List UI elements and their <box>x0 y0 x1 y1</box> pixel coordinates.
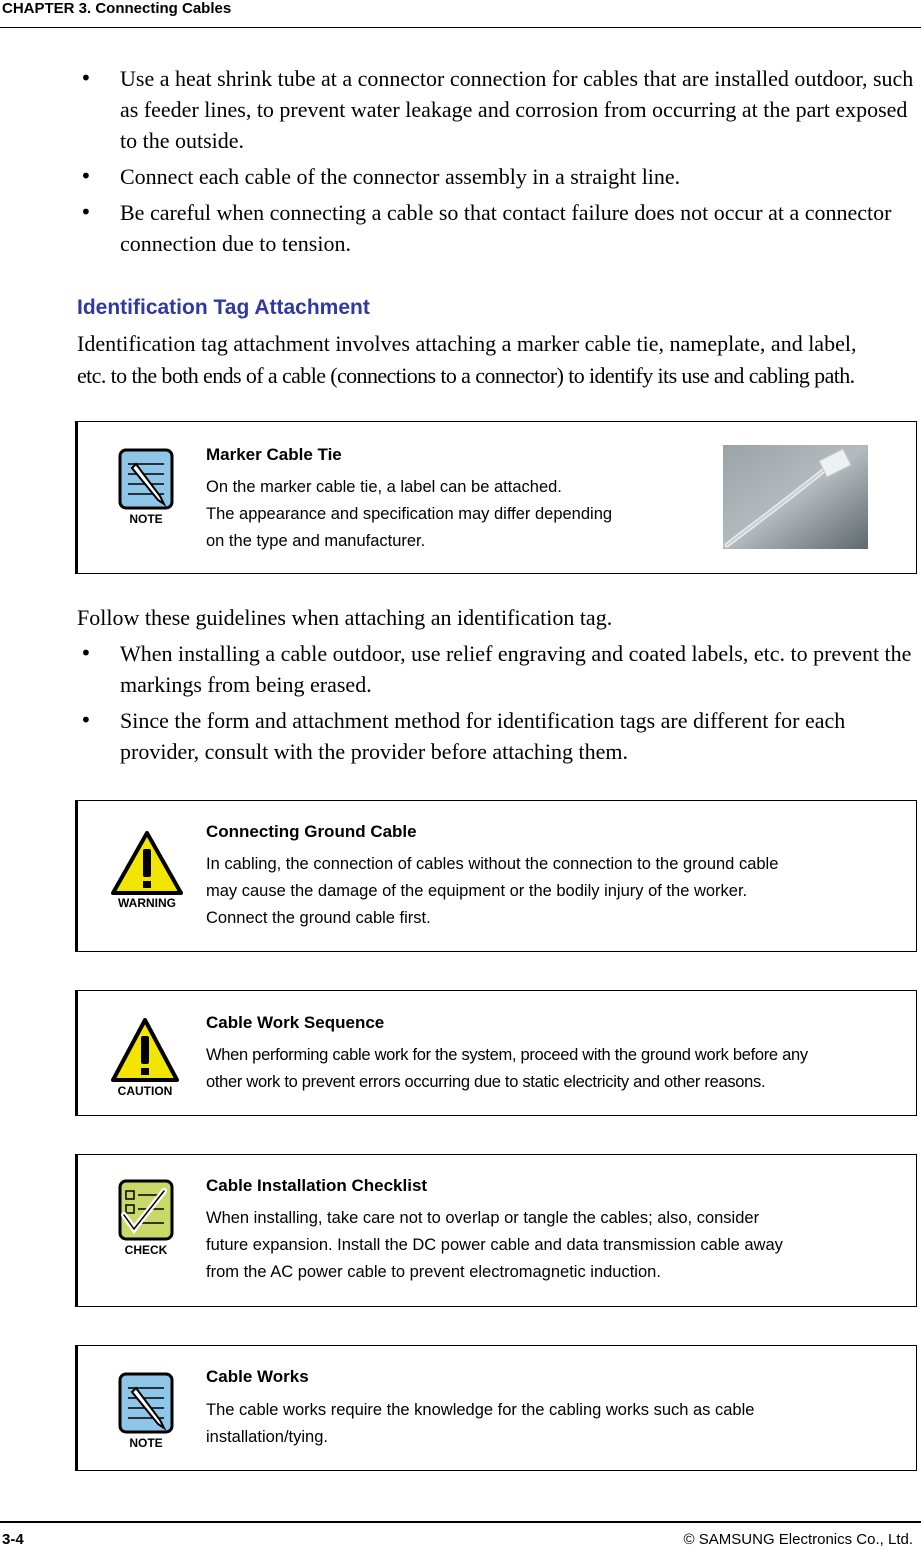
header-divider <box>0 27 921 28</box>
bullet-icon: • <box>80 708 92 732</box>
page-number: 3-4 <box>2 1531 24 1548</box>
note-icon-label: NOTE <box>129 512 163 526</box>
chapter-header: CHAPTER 3. Connecting Cables <box>2 0 232 17</box>
box-title: Cable Installation Checklist <box>206 1176 428 1195</box>
check-icon-label: CHECK <box>124 1243 168 1257</box>
list-item: • Since the form and attachment method for identification tags are different for each provider, consult with the provider before attaching them. <box>80 705 920 767</box>
box-text: When performing cable work for the system, proceed with the ground work before any other work to prevent errors occurring due to static electricity and other reasons. <box>206 1046 808 1091</box>
note-icon <box>114 1372 178 1450</box>
note-box-marker-cable-tie <box>75 421 917 574</box>
cable-tie-photo <box>723 445 868 549</box>
warning-icon-label: WARNING <box>118 896 176 909</box>
intro-bullet-list <box>80 63 921 264</box>
box-text: On the marker cable tie, a label can be attached. The appearance and specification may differ depending on the type and manufacturer. <box>206 478 613 550</box>
copyright: © SAMSUNG Electronics Co., Ltd. <box>683 1531 913 1548</box>
caution-box-cable-work-sequence <box>75 990 917 1116</box>
note-icon <box>114 448 178 526</box>
note-icon-label: NOTE <box>129 1436 163 1450</box>
box-text: In cabling, the connection of cables without the connection to the ground cable may cause the damage of the equipment or the bodily injury of the worker. Connect the ground cable first. <box>206 855 779 927</box>
box-text: The cable works require the knowledge for the cabling works such as cable installation/tying. <box>206 1401 755 1446</box>
guidelines-intro: Follow these guidelines when attaching an identification tag. <box>77 605 613 630</box>
box-title: Connecting Ground Cable <box>206 822 417 841</box>
guidelines-bullet-list <box>80 638 920 772</box>
note-box-cable-works <box>75 1345 917 1471</box>
section-intro: Identification tag attachment involves attaching a marker cable tie, nameplate, and label, etc. to the both ends of a cable (connections to a connector) to identify its use and cabling path. <box>77 331 857 388</box>
caution-icon-label: CAUTION <box>117 1084 173 1098</box>
bullet-icon: • <box>80 164 92 188</box>
list-item: • When installing a cable outdoor, use relief engraving and coated labels, etc. to prevent the markings from being erased. <box>80 638 920 700</box>
list-item: • Connect each cable of the connector assembly in a straight line. <box>80 161 921 192</box>
bullet-icon: • <box>80 66 92 90</box>
bullet-icon: • <box>80 200 92 224</box>
box-title: Cable Works <box>206 1367 309 1386</box>
box-text: When installing, take care not to overlap or tangle the cables; also, consider future expansion. Install the DC power cable and data transmission cable away from the AC power cable to prevent electromagnetic induction. <box>206 1209 783 1281</box>
bullet-icon: • <box>80 641 92 665</box>
box-title: Cable Work Sequence <box>206 1013 385 1032</box>
caution-icon <box>111 1018 179 1098</box>
warning-icon <box>111 831 183 909</box>
list-item: • Use a heat shrink tube at a connector connection for cables that are installed outdoor, such as feeder lines, to prevent water leakage and corrosion from occurring at the part exposed to the outside. <box>80 63 921 156</box>
box-title: Marker Cable Tie <box>206 445 342 464</box>
check-box-installation-checklist <box>75 1154 917 1307</box>
section-heading: Identification Tag Attachment <box>77 296 370 319</box>
list-item: • Be careful when connecting a cable so that contact failure does not occur at a connector connection due to tension. <box>80 197 921 259</box>
warning-box-ground-cable <box>75 800 917 952</box>
footer-divider <box>0 1521 921 1523</box>
check-icon <box>114 1179 178 1257</box>
